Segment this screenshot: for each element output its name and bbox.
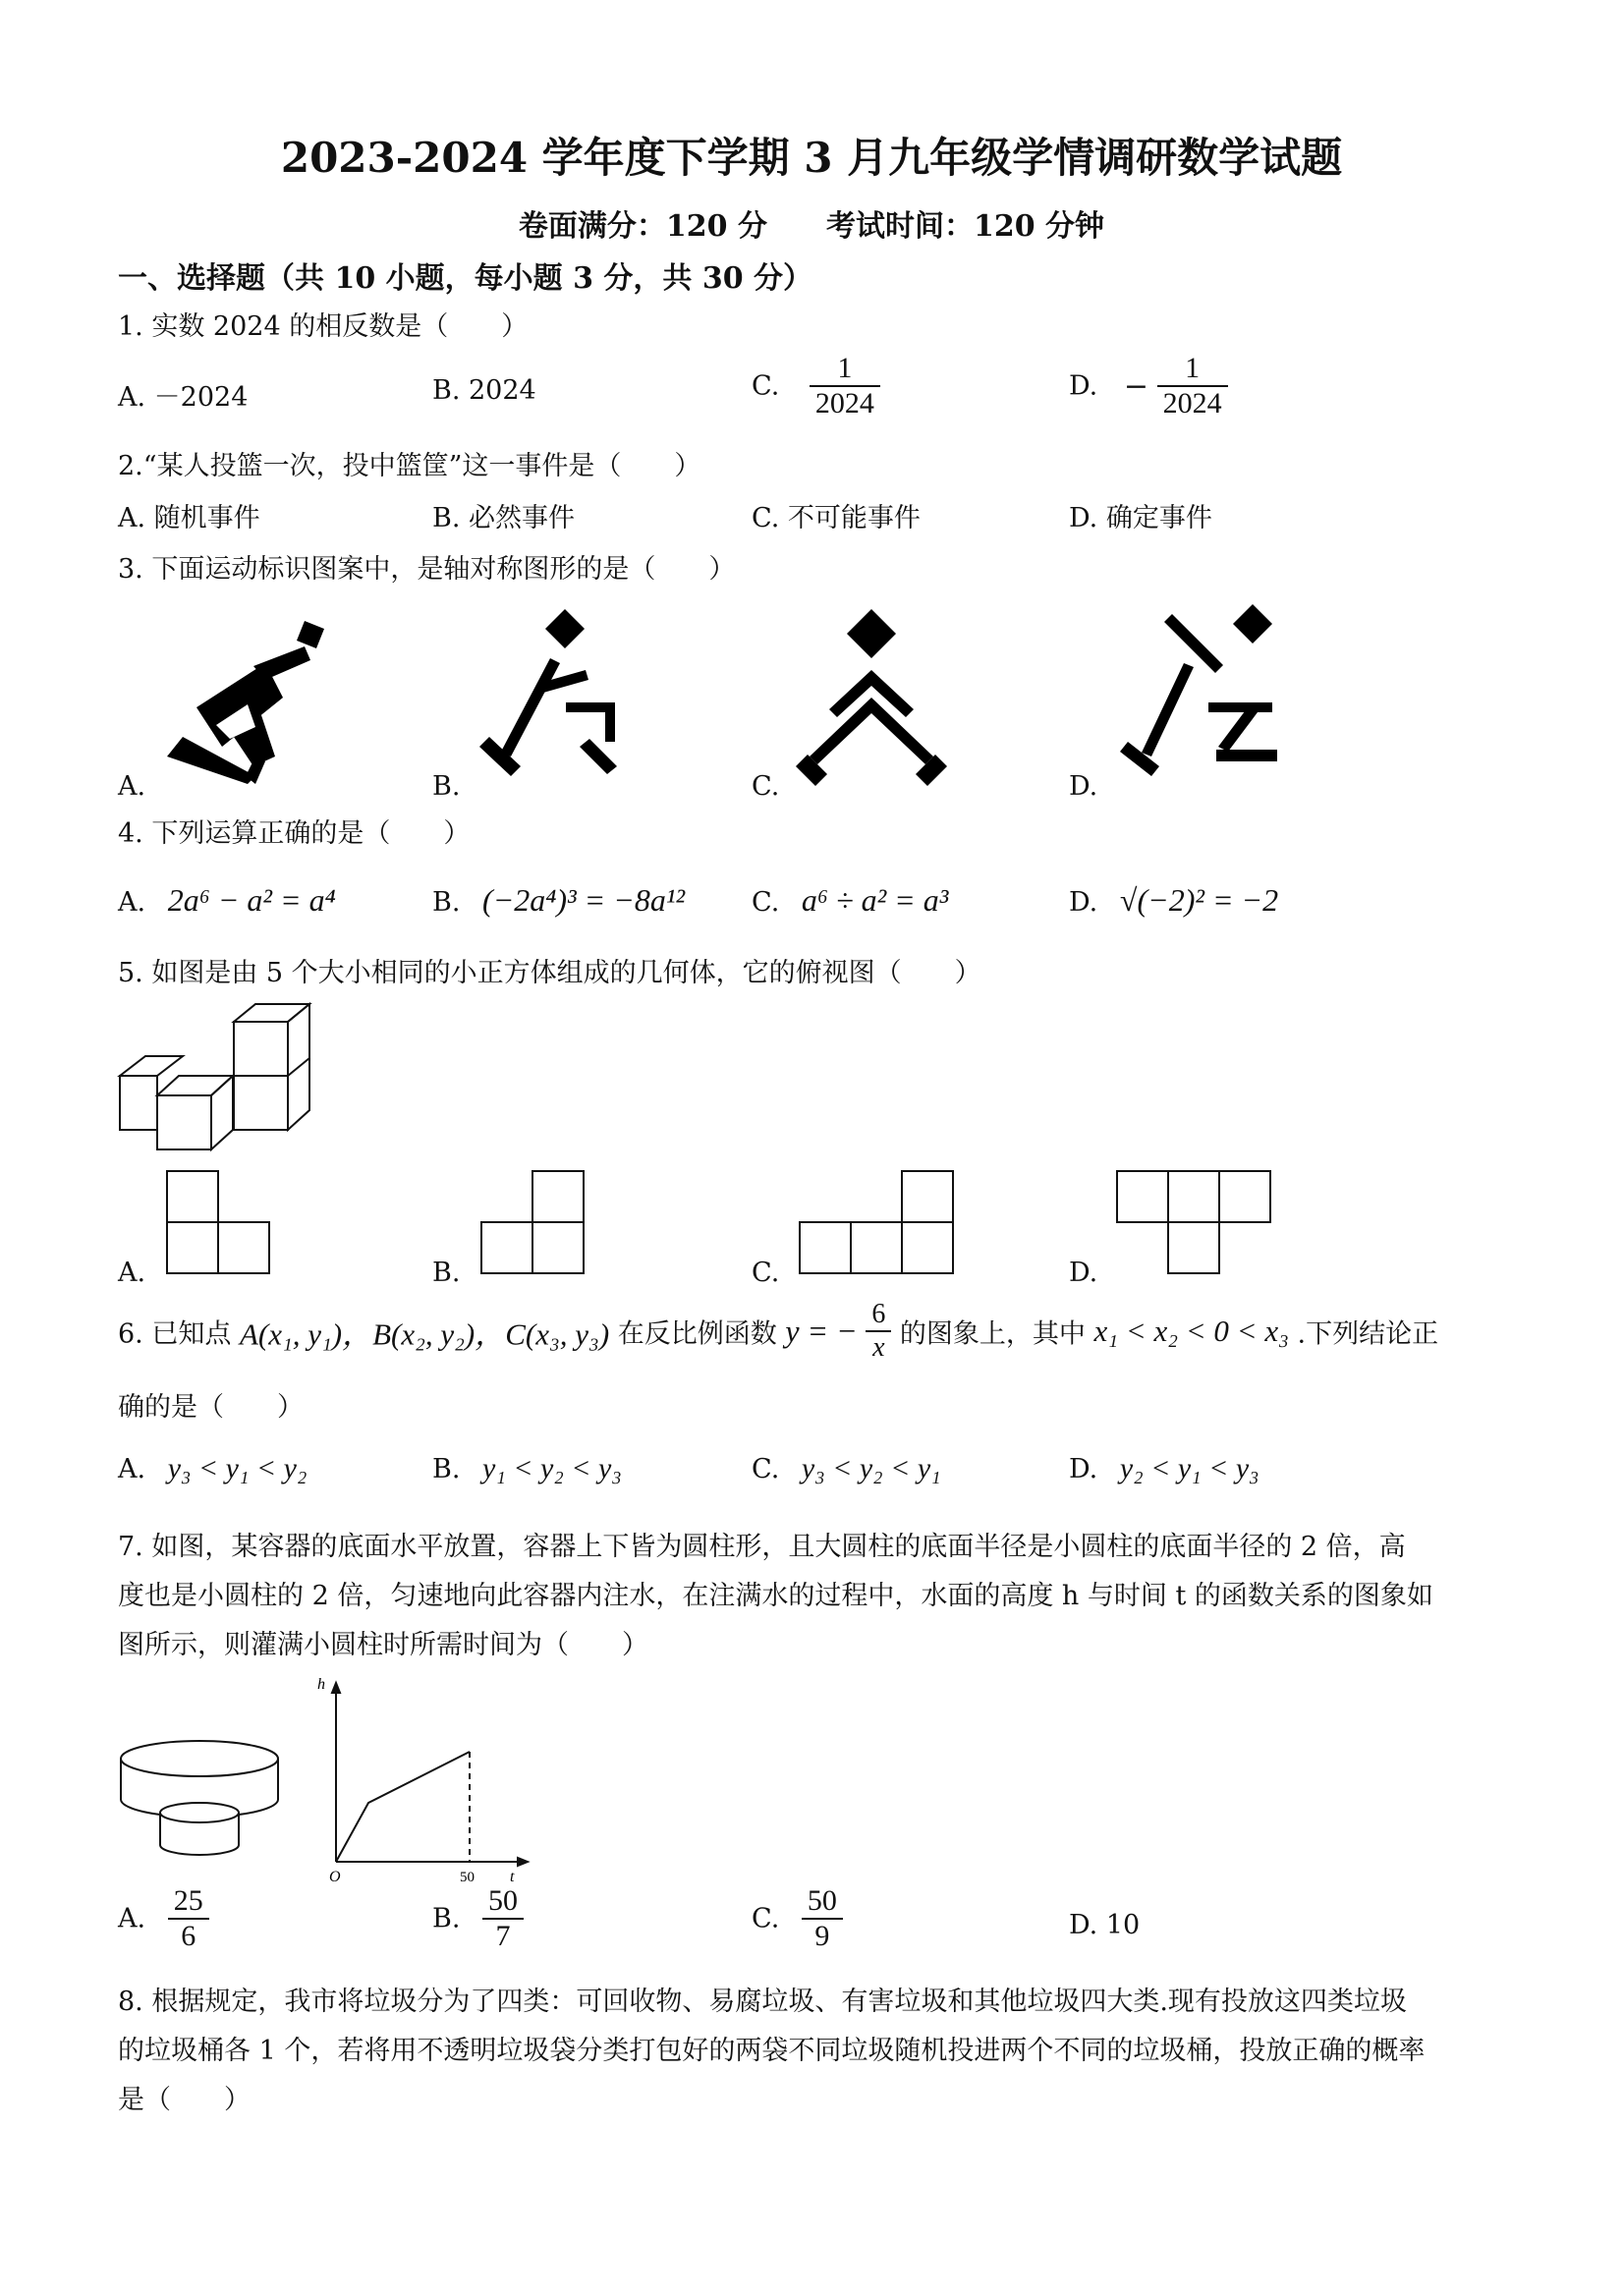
- q1-option-c-fraction: [810, 352, 880, 420]
- section-heading: 一、选择题（共 10 小题，每小题 3 分，共 30 分）: [118, 261, 813, 296]
- q3-figure-d: [1110, 604, 1287, 781]
- q7-option-d: D. 10: [1069, 1910, 1141, 1940]
- q7-option-b-numerator: 50: [488, 1884, 519, 1917]
- q6-stem-part4: .下列结论正: [1297, 1318, 1439, 1350]
- q6-option-a: [118, 1452, 307, 1485]
- q7-option-a-fraction: [168, 1884, 209, 1953]
- q6-function-fraction: [866, 1299, 891, 1364]
- question-8-line1: 8. 根据规定，我市将垃圾分为了四类：可回收物、易腐垃圾、有害垃圾和其他垃圾四大类.现有投放这四类垃圾: [118, 1987, 1407, 2017]
- q6-option-a-label: A.: [118, 1454, 146, 1484]
- q3-option-c: C.: [752, 771, 780, 802]
- q1-option-d-denominator: 2024: [1157, 385, 1228, 420]
- q3-option-b: B.: [432, 771, 461, 802]
- exam-subtitle: 卷面满分：120 分 考试时间：120 分钟: [518, 209, 1105, 244]
- q4-option-b-label: B.: [432, 887, 461, 918]
- q1-option-d-sign: −: [1123, 368, 1149, 404]
- question-4-stem: 4. 下列运算正确的是（ ）: [118, 818, 471, 849]
- q4-option-d: [1069, 882, 1278, 919]
- q2-option-a: A. 随机事件: [118, 503, 260, 533]
- q4-option-a-label: A.: [118, 887, 146, 918]
- q7-option-c-label: C.: [752, 1903, 780, 1934]
- q3-option-a: A.: [118, 771, 146, 802]
- q7-graph-axis-t: t: [510, 1869, 515, 1885]
- q7-option-c-fraction: [802, 1884, 843, 1953]
- q4-option-c-expression: a⁶ ÷ a² = a³: [801, 882, 949, 918]
- q7-graph-axis-h: h: [317, 1676, 325, 1693]
- q2-option-d: D. 确定事件: [1069, 503, 1212, 533]
- question-7-line2: 度也是小圆柱的 2 倍，匀速地向此容器内注水，在注满水的过程中，水面的高度 h 与时间 t 的函数关系的图象如: [118, 1581, 1433, 1611]
- q5-figure-a: [165, 1169, 273, 1277]
- q1-option-c-numerator: 1: [837, 352, 853, 384]
- q6-function-lhs: y = −: [785, 1313, 858, 1349]
- q1-option-d-fraction: [1157, 352, 1228, 420]
- q6-option-b-label: B.: [432, 1454, 461, 1484]
- q4-option-d-expression: √(−2)² = −2: [1119, 882, 1279, 918]
- q2-option-b: B. 必然事件: [432, 503, 576, 533]
- q3-option-d: D.: [1069, 771, 1098, 802]
- q3-figure-a: [157, 609, 354, 786]
- q1-option-d-label: D.: [1069, 370, 1098, 402]
- q4-option-d-label: D.: [1069, 887, 1098, 918]
- exam-title: 2023-2024 学年度下学期 3 月九年级学情调研数学试题: [280, 134, 1343, 182]
- q4-option-a: [118, 882, 336, 919]
- q6-option-c-label: C.: [752, 1454, 780, 1484]
- q7-option-b-denominator: 7: [482, 1918, 524, 1953]
- q7-container-figure: [118, 1739, 285, 1862]
- q1-option-d-numerator: 1: [1185, 352, 1201, 384]
- q7-option-c-numerator: 50: [807, 1884, 837, 1917]
- q1-option-c-label: C.: [752, 370, 780, 402]
- q7-graph-tick-50: 50: [460, 1870, 475, 1885]
- q5-cube-figure: [118, 1002, 324, 1154]
- q7-option-c: [752, 1884, 843, 1953]
- q6-function-numerator: 6: [871, 1299, 886, 1329]
- q7-option-a-numerator: 25: [173, 1884, 203, 1917]
- q7-option-a-denominator: 6: [168, 1918, 209, 1953]
- q2-option-c: C. 不可能事件: [752, 503, 921, 533]
- q7-option-a: [118, 1884, 209, 1953]
- question-2-stem: 2.“某人投篮一次，投中篮筐”这一事件是（ ）: [118, 451, 701, 481]
- question-6-stem-line2: 确的是（ ）: [118, 1392, 304, 1423]
- q1-option-c: [752, 352, 880, 420]
- question-1-stem: 1. 实数 2024 的相反数是（ ）: [118, 311, 529, 342]
- q7-option-b: [432, 1884, 524, 1953]
- q6-option-c-expression: y₃ < y₂ < y₁: [801, 1452, 941, 1484]
- q1-option-d: [1069, 352, 1228, 420]
- question-7-line3: 图所示，则灌满小圆柱时所需时间为（ ）: [118, 1630, 648, 1660]
- q5-option-b: B.: [432, 1258, 461, 1288]
- q6-option-b: [432, 1452, 622, 1485]
- q5-figure-b: [479, 1169, 588, 1277]
- q4-option-b: [432, 882, 685, 919]
- q6-stem-part1: 6. 已知点: [118, 1318, 232, 1350]
- q6-function-denominator: x: [866, 1330, 891, 1364]
- q7-graph-origin: O: [329, 1869, 341, 1885]
- q6-option-d-expression: y₂ < y₁ < y₃: [1119, 1452, 1259, 1484]
- question-8-line3: 是（ ）: [118, 2085, 251, 2115]
- q4-option-c-label: C.: [752, 887, 780, 918]
- q6-points: A(x₁, y₁)，B(x₂, y₂)，C(x₃, y₃): [239, 1316, 610, 1352]
- question-3-stem: 3. 下面运动标识图案中，是轴对称图形的是（ ）: [118, 554, 736, 585]
- q7-option-c-denominator: 9: [802, 1918, 843, 1953]
- q3-figure-b: [470, 609, 646, 786]
- q4-option-a-expression: 2a⁶ − a² = a⁴: [167, 882, 336, 918]
- q6-option-d: [1069, 1452, 1259, 1485]
- q5-figure-c: [798, 1169, 957, 1277]
- question-7-line1: 7. 如图，某容器的底面水平放置，容器上下皆为圆柱形，且大圆柱的底面半径是小圆柱的底面半径的 2 倍，高: [118, 1532, 1406, 1562]
- question-8-line2: 的垃圾桶各 1 个，若将用不透明垃圾袋分类打包好的两袋不同垃圾随机投进两个不同的垃圾桶，投放正确的概率: [118, 2036, 1426, 2066]
- q5-figure-d: [1115, 1169, 1274, 1277]
- q1-option-a: A. －2024: [118, 382, 249, 413]
- question-5-stem: 5. 如图是由 5 个大小相同的小正方体组成的几何体，它的俯视图（ ）: [118, 958, 981, 988]
- q5-option-a: A.: [118, 1258, 146, 1288]
- question-6-stem-line1: [118, 1299, 1438, 1364]
- q7-option-a-label: A.: [118, 1903, 146, 1934]
- q5-option-d: D.: [1069, 1258, 1098, 1288]
- q6-condition: x₁ < x₂ < 0 < x₃: [1093, 1314, 1289, 1348]
- q4-option-b-expression: (−2a⁴)³ = −8a¹²: [482, 882, 686, 918]
- q6-option-d-label: D.: [1069, 1454, 1098, 1484]
- q6-option-b-expression: y₁ < y₂ < y₃: [482, 1452, 622, 1484]
- q5-option-c: C.: [752, 1258, 780, 1288]
- q7-option-b-fraction: [482, 1884, 524, 1953]
- q7-option-b-label: B.: [432, 1903, 461, 1934]
- q1-option-c-denominator: 2024: [810, 385, 880, 420]
- q6-stem-part3: 的图象上，其中: [899, 1318, 1086, 1350]
- q6-option-a-expression: y₃ < y₁ < y₂: [167, 1452, 308, 1484]
- q6-stem-part2: 在反比例函数: [617, 1318, 777, 1350]
- q6-option-c: [752, 1452, 941, 1485]
- q4-option-c: [752, 882, 948, 919]
- q3-figure-c: [786, 609, 963, 786]
- q7-graph: [309, 1675, 535, 1886]
- q1-option-b: B. 2024: [432, 375, 536, 406]
